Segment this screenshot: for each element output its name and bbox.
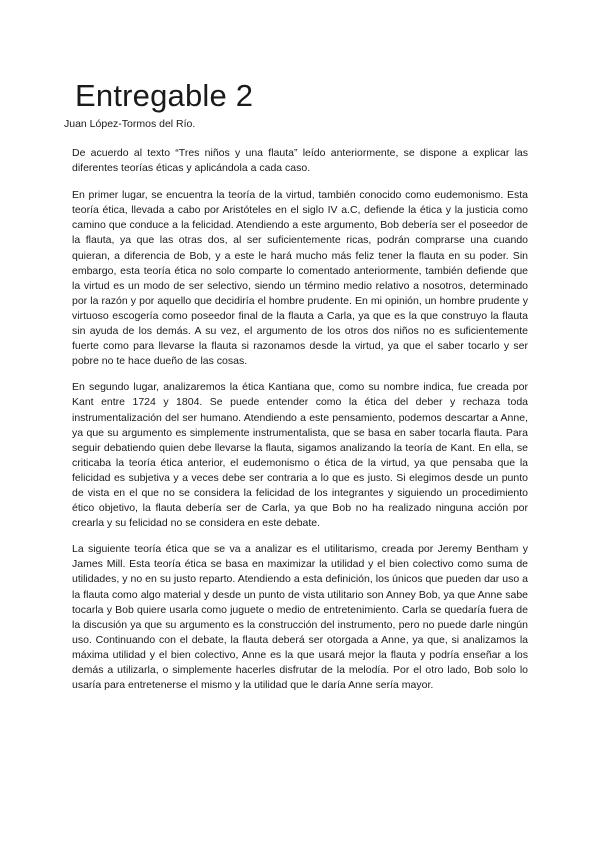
author-name: Juan López-Tormos del Río. [64, 118, 196, 130]
paragraph-utilitarianism: La siguiente teoría ética que se va a analizar es el utilitarismo, creada por Jeremy Bentham y James Mill. Esta teoría ética se basa en maximizar la utilidad y el bien colectivo como suma de utilidades, y no en su justo reparto. Atendiendo a esta definición, los únicos que pueden dar uso a la flauta como algo material y desde un punto de vista utilitario son Anney Bob, ya que Anne sabe tocarla y Bob quiere usarla como juguete o medio de entretenimiento. Carla se quedaría fuera de la discusión ya que su argumento es la construcción del instrumento, pero no puede darle ningún uso. Continuando con el debate, la flauta deberá ser otorgada a Anne, ya que, si analizamos la máxima utilidad y el bien colectivo, Anne es la que usará mejor la flauta y podría enseñar a los demás a utilizarla, o simplemente hacerles disfrutar de la melodía. Por el otro lado, Bob solo lo usaría para entretenerse el mismo y la utilidad que le daría Anne sería mayor. [72, 543, 528, 692]
paragraph-intro: De acuerdo al texto “Tres niños y una flauta” leído anteriormente, se dispone a explicar las diferentes teorías éticas y aplicándola a cada caso. [72, 147, 528, 175]
document-title: Entregable 2 [75, 78, 254, 113]
paragraph-virtue-ethics: En primer lugar, se encuentra la teoría de la virtud, también conocido como eudemonismo. Esta teoría ética, llevada a cabo por Aristóteles en el siglo IV a.C, defiende la ética y la justicia como camino que conduce a la felicidad. Atendiendo a este argumento, Bob debería ser el poseedor de la flauta, ya que las otras dos, al ser suficientemente ricas, podrán comprarse una cuando quieran, a diferencia de Bob, y a este le hará mucho más feliz tener la flauta en su poder. Sin embargo, esta teoría ética no solo comparte lo comentado anteriormente, también defiende que la virtud es un modo de ser selectivo, siendo un término medio relativo a nosotros, determinado por la razón y por aquello que decidiría el hombre prudente. En mi opinión, un hombre prudente y virtuoso escogería como poseedor final de la flauta a Carla, ya que es la que construyo la flauta sin ayuda de los demás. A su vez, el argumento de los otros dos niños no es suficientemente fuerte como para llevarse la flauta si razonamos desde la virtud, ya que el saber tocarlo y ser pobre no te hace dueño de las cosas. [72, 189, 528, 368]
document-body [72, 146, 528, 704]
paragraph-kantian-ethics: En segundo lugar, analizaremos la ética Kantiana que, como su nombre indica, fue creada por Kant entre 1724 y 1804. Se puede entender como la ética del deber y rechaza toda instrumentalización del ser humano. Atendiendo a este pensamiento, podemos descartar a Anne, ya que su argumento es simplemente instrumentalista, que se basa en saber tocarla flauta. Para seguir debatiendo quien debe llevarse la flauta, sigamos analizando la teoría de Kant. En ella, se criticaba la teoría ética anterior, el eudemonismo o ética de la virtud, ya que pensaba que la felicidad es subjetiva y a veces debe ser contraria a lo que es justo. Si elegimos desde un punto de vista en el que no se considera la felicidad de los integrantes y siguiendo un procedimiento ético objetivo, la flauta debería ser de Carla, ya que Bob no ha realizado ninguna acción por crearla y su felicidad no se considera en este debate. [72, 381, 528, 530]
